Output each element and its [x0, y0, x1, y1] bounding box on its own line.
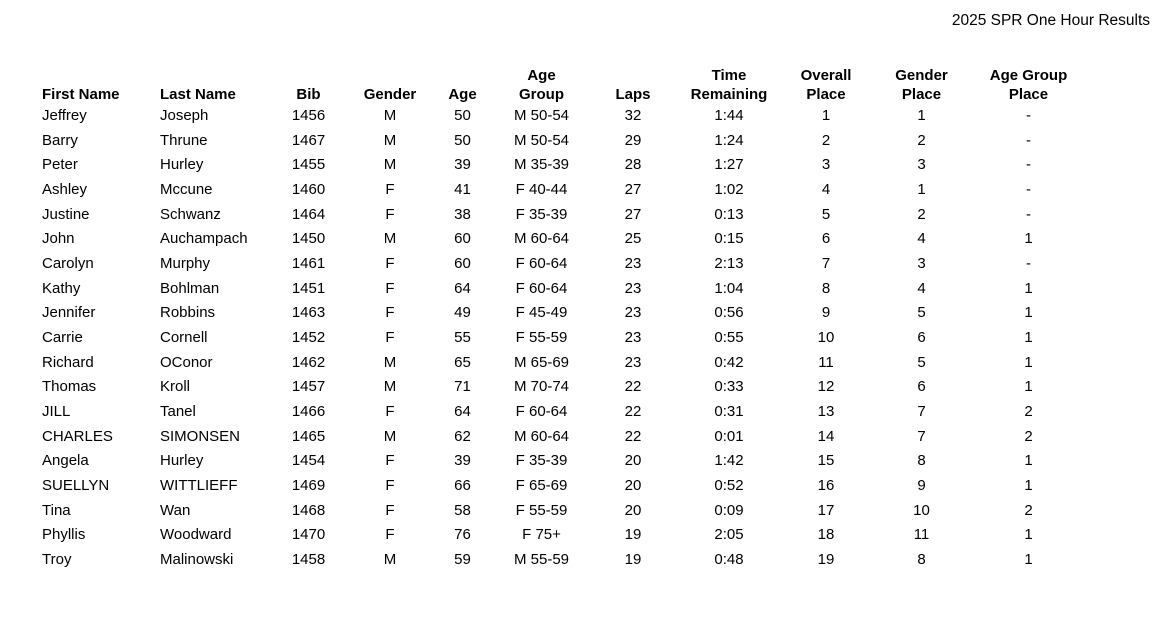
cell-age-group: F 60-64: [515, 403, 568, 421]
cell-gender-place: 3: [917, 255, 926, 273]
column-header-time-remaining: [676, 66, 782, 104]
cell-first-name: Richard: [42, 353, 94, 371]
cell-gender-place: 10: [913, 501, 930, 519]
cell-first-name: Thomas: [42, 378, 97, 396]
cell-first-name: CHARLES: [42, 427, 113, 445]
cell-time-remaining: 0:01: [714, 427, 744, 445]
column-header-line: Place: [901, 86, 942, 103]
column-header-line: Gender: [363, 86, 417, 103]
cell-age: 58: [454, 501, 471, 519]
cell-age-group-place: 1: [1024, 329, 1033, 347]
cell-first-name: Phyllis: [42, 526, 86, 544]
table-row: [34, 474, 1084, 499]
cell-last-name: Hurley: [160, 156, 204, 174]
cell-age-group-place: 1: [1024, 230, 1033, 248]
cell-gender-place: 5: [917, 304, 926, 322]
table-row: [34, 203, 1084, 228]
cell-overall-place: 1: [821, 107, 831, 124]
column-header-age: [432, 66, 493, 104]
cell-bib: 1455: [291, 156, 326, 174]
cell-overall-place: 2: [821, 131, 831, 149]
cell-overall-place: 4: [821, 181, 831, 199]
cell-age-group: M 60-64: [513, 427, 570, 445]
cell-age-group-place: 1: [1024, 279, 1033, 297]
cell-time-remaining: 0:52: [714, 477, 744, 495]
cell-time-remaining: 2:13: [714, 255, 744, 273]
cell-laps: 27: [624, 181, 642, 199]
cell-first-name: Tina: [42, 501, 71, 519]
cell-age: 76: [454, 526, 471, 544]
cell-age: 71: [454, 378, 471, 396]
cell-last-name: Malinowski: [160, 551, 234, 569]
cell-overall-place: 17: [817, 501, 835, 519]
cell-gender: F: [385, 477, 395, 495]
cell-time-remaining: 0:48: [714, 551, 744, 569]
cell-age-group-place: 1: [1024, 378, 1033, 396]
cell-first-name: Peter: [42, 156, 78, 174]
cell-laps: 23: [624, 279, 642, 297]
cell-age-group: F 35-39: [515, 205, 568, 223]
cell-bib: 1461: [291, 255, 326, 273]
cell-first-name: Ashley: [42, 181, 88, 199]
cell-age-group-place: 2: [1024, 427, 1033, 445]
table-row: [34, 227, 1084, 252]
cell-age-group: F 60-64: [515, 255, 568, 273]
cell-age: 49: [454, 304, 471, 322]
cell-bib: 1462: [291, 353, 326, 371]
cell-bib: 1466: [291, 403, 326, 421]
cell-first-name: Kathy: [42, 279, 81, 297]
cell-gender: F: [385, 452, 395, 470]
cell-bib: 1468: [291, 501, 326, 519]
cell-age-group: M 60-64: [513, 230, 570, 248]
cell-age-group: F 55-59: [515, 329, 568, 347]
cell-age-group: F 40-44: [515, 181, 568, 199]
table-row: [34, 252, 1084, 277]
results-table: [34, 66, 1084, 573]
cell-last-name: Thrune: [160, 131, 208, 149]
cell-age-group: M 70-74: [513, 378, 570, 396]
cell-overall-place: 6: [821, 230, 831, 248]
cell-bib: 1467: [291, 131, 326, 149]
cell-last-name: SIMONSEN: [160, 427, 241, 445]
cell-gender: M: [383, 131, 397, 149]
table-row: [34, 425, 1084, 450]
cell-laps: 28: [624, 156, 642, 174]
page-title: 2025 SPR One Hour Results: [951, 12, 1150, 29]
table-row: [34, 400, 1084, 425]
cell-age-group-place: 1: [1024, 452, 1033, 470]
cell-time-remaining: 1:04: [714, 279, 744, 297]
cell-bib: 1465: [291, 427, 326, 445]
table-row: [34, 375, 1084, 400]
cell-overall-place: 8: [821, 279, 831, 297]
cell-bib: 1463: [291, 304, 326, 322]
cell-gender: F: [385, 205, 395, 223]
cell-last-name: WITTLIEFF: [160, 477, 238, 495]
cell-age-group-place: -: [1026, 107, 1031, 124]
cell-age: 60: [454, 230, 471, 248]
cell-age: 66: [454, 477, 471, 495]
column-header-line: Gender: [895, 67, 948, 84]
cell-first-name: Carrie: [42, 329, 83, 347]
cell-age: 39: [454, 452, 471, 470]
cell-age-group: M 65-69: [513, 353, 570, 371]
cell-gender: F: [385, 403, 395, 421]
cell-gender-place: 5: [917, 353, 926, 371]
cell-overall-place: 11: [818, 353, 834, 371]
cell-gender: M: [383, 353, 397, 371]
column-header-age-group-place: [973, 66, 1084, 104]
column-header-line: Age Group: [989, 67, 1068, 84]
column-header-overall-place: [782, 66, 870, 104]
cell-gender-place: 1: [917, 107, 926, 124]
cell-bib: 1470: [291, 526, 326, 544]
cell-bib: 1454: [291, 452, 326, 470]
cell-age: 60: [454, 255, 471, 273]
cell-age: 59: [454, 551, 471, 569]
cell-time-remaining: 0:09: [714, 501, 744, 519]
cell-age: 64: [454, 279, 471, 297]
table-row: [34, 523, 1084, 548]
cell-gender: M: [383, 427, 397, 445]
cell-overall-place: 19: [817, 551, 835, 569]
cell-last-name: Hurley: [160, 452, 204, 470]
cell-bib: 1469: [291, 477, 326, 495]
cell-age-group-place: 1: [1024, 304, 1033, 322]
table-row: [34, 104, 1084, 129]
column-header-line: Place: [1008, 86, 1049, 103]
table-row: [34, 499, 1084, 524]
table-row: [34, 153, 1084, 178]
cell-overall-place: 12: [817, 378, 835, 396]
cell-overall-place: 15: [817, 452, 835, 470]
table-row: [34, 548, 1084, 573]
cell-time-remaining: 2:05: [714, 526, 744, 544]
cell-first-name: John: [42, 230, 75, 248]
cell-age-group-place: 1: [1024, 551, 1033, 569]
table-row: [34, 129, 1084, 154]
cell-gender-place: 2: [917, 205, 926, 223]
cell-time-remaining: 1:27: [714, 156, 744, 174]
cell-age: 50: [454, 107, 471, 124]
cell-age: 55: [454, 329, 471, 347]
cell-age: 64: [454, 403, 471, 421]
cell-gender-place: 6: [917, 329, 926, 347]
cell-last-name: Joseph: [160, 107, 209, 124]
cell-last-name: OConor: [160, 353, 213, 371]
cell-laps: 22: [624, 427, 642, 445]
cell-overall-place: 18: [817, 526, 835, 544]
cell-age: 41: [454, 181, 471, 199]
cell-gender-place: 2: [917, 131, 926, 149]
cell-time-remaining: 0:15: [714, 230, 744, 248]
cell-age-group: F 75+: [522, 526, 561, 544]
cell-age-group-place: -: [1026, 131, 1031, 149]
cell-time-remaining: 1:02: [714, 181, 744, 199]
column-header-line: Laps: [615, 86, 651, 103]
cell-first-name: Jeffrey: [42, 107, 87, 124]
cell-gender: F: [385, 501, 395, 519]
cell-age-group: M 50-54: [513, 107, 570, 124]
cell-first-name: Barry: [42, 131, 78, 149]
cell-last-name: Robbins: [160, 304, 216, 322]
cell-age-group-place: 2: [1024, 403, 1033, 421]
cell-age: 38: [454, 205, 471, 223]
cell-gender-place: 7: [917, 427, 926, 445]
cell-time-remaining: 1:44: [714, 107, 744, 124]
cell-first-name: Angela: [42, 452, 89, 470]
cell-gender: F: [385, 304, 395, 322]
cell-laps: 25: [624, 230, 642, 248]
cell-gender: M: [383, 107, 397, 124]
table-row: [34, 178, 1084, 203]
cell-gender-place: 1: [917, 181, 926, 199]
cell-laps: 20: [624, 501, 642, 519]
cell-last-name: Bohlman: [160, 279, 220, 297]
cell-gender-place: 8: [917, 452, 926, 470]
cell-age-group-place: 1: [1024, 353, 1033, 371]
cell-age-group-place: 1: [1024, 526, 1033, 544]
cell-overall-place: 7: [821, 255, 831, 273]
table-row: [34, 301, 1084, 326]
cell-laps: 20: [624, 477, 642, 495]
cell-laps: 23: [624, 304, 642, 322]
cell-last-name: Wan: [160, 501, 191, 519]
table-row: [34, 449, 1084, 474]
cell-age-group: F 55-59: [515, 501, 568, 519]
cell-laps: 19: [624, 526, 642, 544]
cell-laps: 19: [624, 551, 642, 569]
cell-first-name: Carolyn: [42, 255, 94, 273]
cell-gender-place: 7: [917, 403, 926, 421]
cell-gender: F: [385, 255, 395, 273]
cell-overall-place: 13: [817, 403, 835, 421]
cell-gender-place: 11: [913, 526, 930, 544]
cell-overall-place: 9: [821, 304, 831, 322]
table-header-row: [34, 66, 1084, 104]
column-header-line: Last Name: [160, 86, 236, 103]
cell-last-name: Schwanz: [160, 205, 221, 223]
cell-last-name: Murphy: [160, 255, 211, 273]
cell-age-group-place: 1: [1024, 477, 1033, 495]
cell-age: 39: [454, 156, 471, 174]
cell-age-group: F 45-49: [515, 304, 568, 322]
column-header-age-group: [493, 66, 590, 104]
cell-gender-place: 4: [917, 279, 926, 297]
cell-last-name: Mccune: [160, 181, 213, 199]
column-header-line: Time: [711, 67, 747, 84]
cell-gender: M: [383, 230, 397, 248]
column-header-last-name: [152, 66, 269, 104]
cell-laps: 27: [624, 205, 642, 223]
cell-age-group: M 35-39: [513, 156, 570, 174]
cell-bib: 1456: [291, 107, 326, 124]
cell-gender: F: [385, 526, 395, 544]
column-header-gender-place: [870, 66, 973, 104]
cell-gender-place: 8: [917, 551, 926, 569]
cell-age: 50: [454, 131, 471, 149]
cell-last-name: Kroll: [160, 378, 191, 396]
cell-overall-place: 3: [821, 156, 831, 174]
table-row: [34, 351, 1084, 376]
cell-age-group: M 50-54: [513, 131, 570, 149]
cell-age-group: F 65-69: [515, 477, 568, 495]
cell-first-name: Jennifer: [42, 304, 96, 322]
cell-bib: 1460: [291, 181, 326, 199]
column-header-laps: [590, 66, 676, 104]
cell-age-group: F 60-64: [515, 279, 568, 297]
cell-first-name: SUELLYN: [42, 477, 110, 495]
column-header-line: Age: [527, 67, 556, 84]
cell-overall-place: 16: [817, 477, 835, 495]
cell-laps: 22: [624, 403, 642, 421]
column-header-line: First Name: [42, 86, 120, 103]
cell-overall-place: 10: [817, 329, 835, 347]
cell-time-remaining: 0:56: [714, 304, 744, 322]
cell-time-remaining: 0:42: [714, 353, 744, 371]
column-header-line: Group: [519, 86, 564, 103]
cell-overall-place: 5: [821, 205, 831, 223]
cell-gender: F: [385, 329, 395, 347]
cell-gender-place: 4: [917, 230, 926, 248]
cell-time-remaining: 0:33: [714, 378, 744, 396]
cell-first-name: JILL: [42, 403, 71, 421]
cell-age-group-place: -: [1026, 255, 1031, 273]
column-header-line: Place: [806, 86, 846, 103]
cell-gender: F: [385, 279, 395, 297]
cell-age-group-place: 2: [1024, 501, 1033, 519]
cell-bib: 1464: [291, 205, 326, 223]
cell-bib: 1452: [291, 329, 326, 347]
cell-age-group: M 55-59: [513, 551, 570, 569]
column-header-line: Age: [448, 86, 477, 103]
cell-laps: 20: [624, 452, 642, 470]
cell-time-remaining: 1:42: [714, 452, 744, 470]
cell-time-remaining: 0:55: [714, 329, 744, 347]
cell-last-name: Woodward: [160, 526, 232, 544]
cell-laps: 23: [624, 255, 642, 273]
cell-gender: M: [383, 551, 397, 569]
cell-gender: F: [385, 181, 395, 199]
cell-last-name: Auchampach: [160, 230, 248, 248]
cell-time-remaining: 1:24: [714, 131, 744, 149]
cell-time-remaining: 0:13: [714, 205, 744, 223]
cell-laps: 22: [624, 378, 642, 396]
cell-age: 62: [454, 427, 471, 445]
cell-age-group-place: -: [1026, 205, 1031, 223]
table-body: [34, 104, 1084, 573]
cell-age-group-place: -: [1026, 181, 1031, 199]
column-header-line: Remaining: [690, 86, 768, 103]
cell-bib: 1458: [291, 551, 326, 569]
column-header-line: Bib: [296, 86, 321, 103]
cell-laps: 32: [624, 107, 642, 124]
cell-gender: M: [383, 378, 397, 396]
cell-last-name: Tanel: [160, 403, 196, 421]
cell-age-group: F 35-39: [515, 452, 568, 470]
column-header-bib: [269, 66, 348, 104]
cell-bib: 1457: [291, 378, 326, 396]
cell-time-remaining: 0:31: [714, 403, 744, 421]
cell-last-name: Cornell: [160, 329, 208, 347]
cell-first-name: Troy: [42, 551, 72, 569]
column-header-line: Overall: [800, 67, 852, 84]
column-header-gender: [348, 66, 432, 104]
cell-laps: 29: [624, 131, 642, 149]
cell-gender: M: [383, 156, 397, 174]
cell-laps: 23: [624, 329, 642, 347]
column-header-first-name: [34, 66, 152, 104]
cell-overall-place: 14: [817, 427, 835, 445]
cell-age: 65: [454, 353, 471, 371]
cell-age-group-place: -: [1026, 156, 1031, 174]
cell-laps: 23: [624, 353, 642, 371]
table-row: [34, 326, 1084, 351]
cell-gender-place: 3: [917, 156, 926, 174]
cell-bib: 1451: [291, 279, 326, 297]
cell-gender-place: 9: [917, 477, 926, 495]
cell-first-name: Justine: [42, 205, 90, 223]
cell-bib: 1450: [291, 230, 326, 248]
table-row: [34, 277, 1084, 302]
cell-gender-place: 6: [917, 378, 926, 396]
